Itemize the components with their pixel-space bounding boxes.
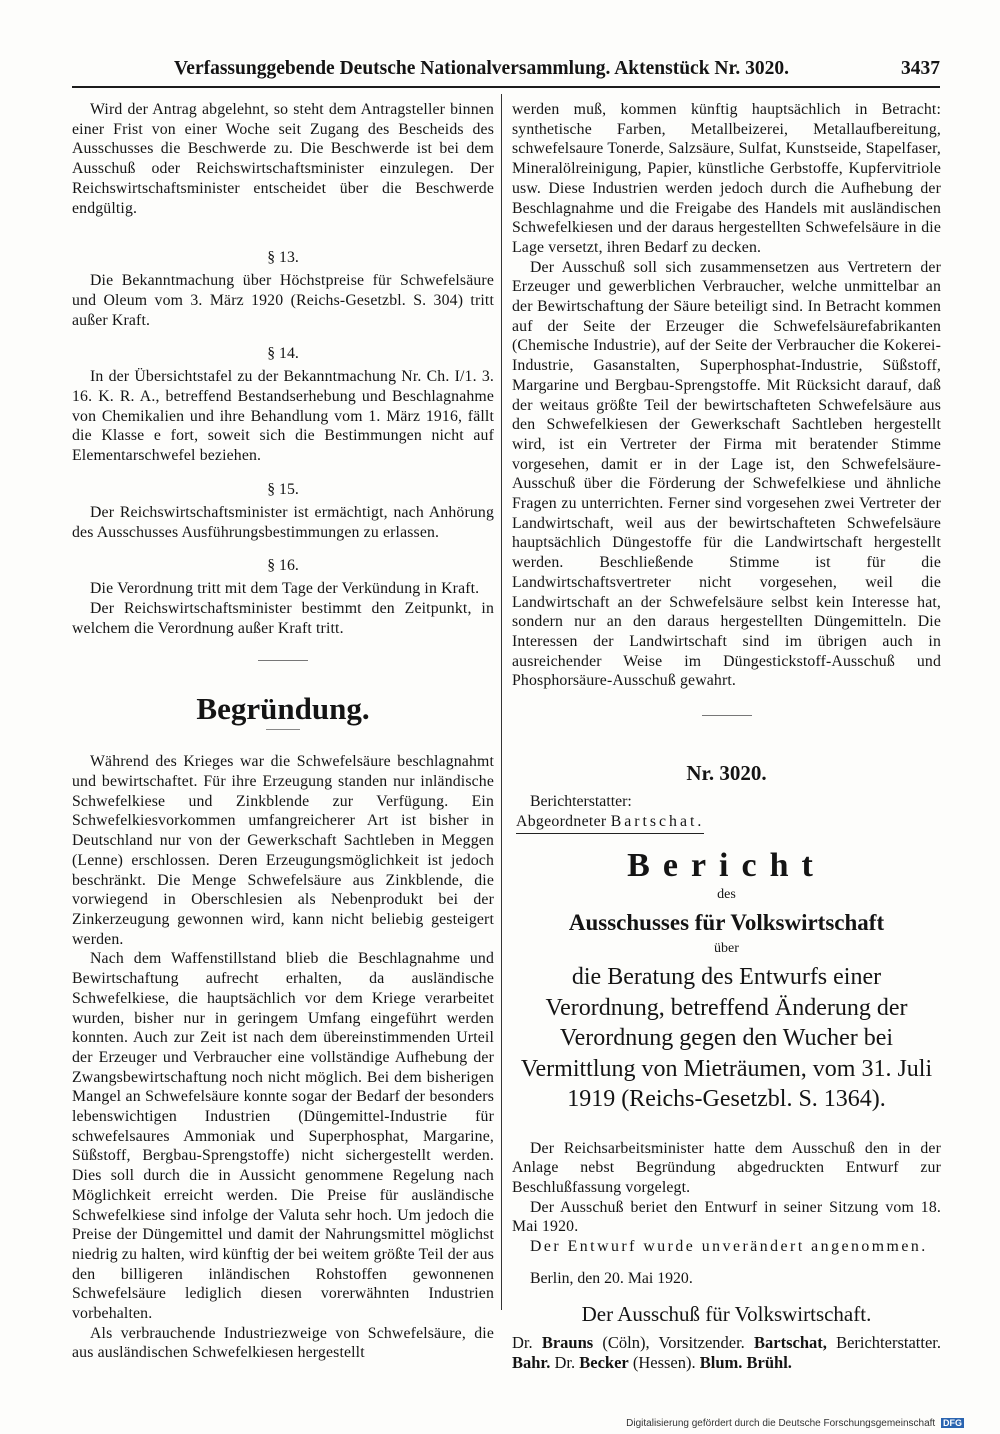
- committee-signature: Der Ausschuß für Volkswirtschaft.: [581, 1301, 872, 1326]
- page-header: [72, 58, 940, 88]
- section-16-text-2: Der Reichswirtschaftsminister bestimmt den Zeitpunkt, in welchem die Verordnung außer Kraft tritt.: [72, 599, 494, 637]
- right-column: [512, 100, 941, 1374]
- member-2: Bartschat,: [754, 1332, 827, 1352]
- reporter-prefix: Abgeordneter: [516, 813, 611, 831]
- section-14-text: In der Übersichtstafel zu der Bekanntmachung Nr. Ch. I/1. 3. 16. K. R. A., betreffend Bestandserhebung und Beschlagnahme von Chemikalien und ihre Behandlung vom 1. März 1916, fällt die Klasse e fort, soweit sich die Bestimmungen nicht auf Elementarschwefel beziehen.: [72, 368, 494, 465]
- section-13-text: Die Bekanntmachung über Höchstpreise für Schwefelsäure und Oleum vom 3. März 1920 (Reichs-Gesetzbl. S. 304) tritt außer Kraft.: [72, 272, 494, 329]
- section-16-text-1: Die Verordnung tritt mit dem Tage der Verkündung in Kraft.: [90, 580, 480, 598]
- begruendung-paragraph-2: Nach dem Waffenstillstand blieb die Beschlagnahme und Bewirtschaftung aufrecht erhalten, da ausländische Schwefelkiese, die hauptsächlich vor dem Kriege verarbeitet wurden, bisher nur in geringem Umfang eingeführt werden konnten. Auch zur Zeit ist nach dem übereinstimmenden Urteil der Erzeuger und Verbraucher eine vollständige Aufhebung der Zwangsbewirtschaftung noch nicht möglich. Bei dem bisherigen Mangel an Schwefelsäure konnte sogar der Bedarf der besonders lebenswichtigen Industrien (Düngemittel-Industrie für schwefelsaures Ammoniak und Superphosphat, Margarine, Süßstoff, Bergbau-Sprengstoffe) nicht sichergestellt werden. Dies soll durch die in Aussicht genommene Regelung nach Möglichkeit erreicht werden. Die Preise für ausländische Schwefelkiese sind infolge der Valuta sehr hoch. Um jedoch die Preise der Düngemittel und damit der Nahrungsmittel möglichst niedrig zu halten, wird künftig der bei weitem größte Teil der aus den billigeren inländischen Rohstoffen gewonnenen Schwefelsäure lediglich diesen vorerwähnten Industrien vorbehalten.: [72, 950, 494, 1323]
- section-15-text: Der Reichswirtschaftsminister ist ermächtigt, nach Anhörung des Ausschusses Ausführungsbestimmungen zu erlassen.: [72, 503, 494, 541]
- title-underline: [266, 729, 300, 730]
- report-paragraph-2: Der Ausschuß beriet den Entwurf in seiner Sitzung vom 18. Mai 1920.: [512, 1198, 941, 1236]
- begruendung-paragraph-3: Als verbrauchende Industriezweige von Schwefelsäure, die aus ausländischen Schwefelkiesen hergestellt: [72, 1324, 494, 1362]
- reporter-name: Bartschat.: [610, 813, 705, 831]
- member-1: Brauns: [541, 1332, 594, 1352]
- des-label: des: [717, 887, 736, 903]
- committee-members: [512, 1333, 941, 1374]
- digitization-footer: [626, 1418, 964, 1429]
- report-body: [512, 1139, 941, 1257]
- member-1-role: (Cöln), Vorsitzender.: [593, 1332, 754, 1352]
- section-15-heading: § 15.: [267, 480, 299, 498]
- continued-paragraph-1: werden muß, kommen künftig hauptsächlich in Betracht: synthetische Farben, Metallbeizerei, Metallaufbereitung, schwefelsaure Tonerde, Salzsäure, Sulfat, Kunstseide, Stapelfaser, Mineralölreinigung, Papier, künstliche Gerbstoffe, Kupfervitriole usw. Diese Industrien werden jedoch durch die Aufhebung der Beschlagnahme und die Freigabe des Handels mit ausländischen Schwefelkiesen und der daraus hergestellten Schwefelsäure in die Lage versetzt, ihren Bedarf zu decken.: [512, 101, 941, 256]
- section-14-heading: § 14.: [267, 345, 299, 363]
- member-4-title: Dr.: [550, 1353, 580, 1373]
- member-4: Becker: [579, 1353, 629, 1373]
- reporter-name-line: [516, 812, 704, 834]
- report-paragraph-1: Der Reichsarbeitsminister hatte dem Ausschuß den in der Anlage nebst Begründung abgedruckten Entwurf zur Beschlußfassung vorgelegt.: [512, 1139, 941, 1196]
- intro-paragraph: Wird der Antrag abgelehnt, so steht dem Antragsteller binnen einer Frist von einer Woche seit Zugang des Bescheids des Ausschusses die Beschwerde zu. Die Beschwerde ist bei dem Ausschuß oder Reichswirtschaftsminister einzulegen. Der Reichswirtschaftsminister entscheidet über die Beschwerde endgültig.: [72, 101, 494, 217]
- separator-rule: [258, 660, 308, 661]
- section-13-heading: § 13.: [267, 249, 299, 267]
- member-3: Bahr.: [512, 1353, 551, 1373]
- place-date: Berlin, den 20. Mai 1920.: [530, 1269, 693, 1287]
- begruendung-title: Begründung.: [196, 691, 370, 727]
- footer-text: Digitalisierung gefördert durch die Deutsche Forschungsgemeinschaft: [626, 1418, 936, 1429]
- member-5: Blum.: [699, 1353, 743, 1373]
- report-subject: die Beratung des Entwurfs einer Verordnung, betreffend Änderung der Verordnung gegen den Wucher bei Vermittlung von Mieträumen, vom 31. Juli 1919 (Reichs-Gesetzbl. S. 1364).: [520, 964, 933, 1113]
- bericht-title: Bericht: [627, 847, 826, 885]
- committee-name: Ausschusses für Volkswirtschaft: [568, 910, 885, 936]
- document-number: Nr. 3020.: [686, 761, 767, 786]
- section-16-heading: § 16.: [267, 557, 299, 575]
- left-column: [72, 100, 494, 1363]
- member-4-region: (Hessen).: [628, 1353, 700, 1373]
- member-1-title: Dr.: [512, 1332, 542, 1352]
- report-paragraph-3: Der Entwurf wurde unverändert angenommen.: [530, 1238, 928, 1256]
- member-2-role: Berichterstatter.: [826, 1332, 941, 1352]
- continued-paragraph-2: Der Ausschuß soll sich zusammensetzen aus Vertretern der Erzeuger und gewerblichen Verbraucher, welche unmittelbar an der Bewirtschaftung der Säure beteiligt sind. In Betracht kommen auf der Seite der Erzeuger die Schwefelsäurefabrikanten (Chemische Industrie), auf der Seite der Verbraucher die Kokerei-Industrie, Gasanstalten, Superphosphat-Industrie, Süßstoff, Margarine und Bergbau-Sprengstoffe. Mit Rücksicht darauf, daß der weitaus größte Teil der bewirtschafteten Schwefelsäure aus den Schwefelkiesen der Gewerkschaft Sachtleben hergestellt wird, ist ein Vertreter der Firma mit beratender Stimme vorgesehen, damit er in der Lage ist, den Schwefelsäure-Ausschuß über die Förderung der Schwefelkiese und ähnliche Fragen zu unterrichten. Ferner sind vorgesehen zwei Vertreter der Landwirtschaft, weil aus der bewirtschafteten Schwefelsäure hauptsächlich Düngestoffe für die Landwirtschaft hergestellt werden. Beschließende Stimme ist für die Landwirtschaftsvertreter nicht vorgesehen, weil die Landwirtschaft an der Schwefelsäure selbst kein Interesse hat, sondern nur an den daraus hergestellten Düngemitteln. Die Interessen der Landwirtschaft sind im übrigen auch in ausreichender Weise im Düngestickstoff-Ausschuß und Phosphorsäure-Ausschuß gewahrt.: [512, 258, 941, 690]
- dfg-logo: DFG: [943, 1418, 962, 1428]
- column-divider: [501, 94, 502, 1310]
- begruendung-paragraph-1: Während des Krieges war die Schwefelsäure beschlagnahmt und bewirtschaftet. Für ihre Erzeugung standen nur inländische Schwefelkiese und Zinkblende zur Verfügung. Ein Schwefelkiesvorkommen umfangreicherer Art ist bisher in Deutschland nur von der Gewerkschaft Sachtleben in Meggen (Lenne) erschlossen. Deren Erzeugungsmöglichkeit ist jedoch beschränkt. Die Menge Schwefelsäure aus Zinkblende, die vorwiegend in Oberschlesien als Nebenprodukt bei der Zinkerzeugung gewonnen wird, kann nicht beliebig gesteigert werden.: [72, 753, 494, 948]
- header-title: Verfassunggebende Deutsche Nationalversammlung. Aktenstück Nr. 3020.: [174, 58, 790, 79]
- page-number: 3437: [901, 58, 940, 79]
- separator-rule: [702, 715, 752, 716]
- member-6: Brühl.: [746, 1353, 792, 1373]
- reporter-label: Berichterstatter:: [530, 793, 632, 811]
- reporter-block: [512, 792, 941, 834]
- ueber-label: über: [714, 941, 739, 957]
